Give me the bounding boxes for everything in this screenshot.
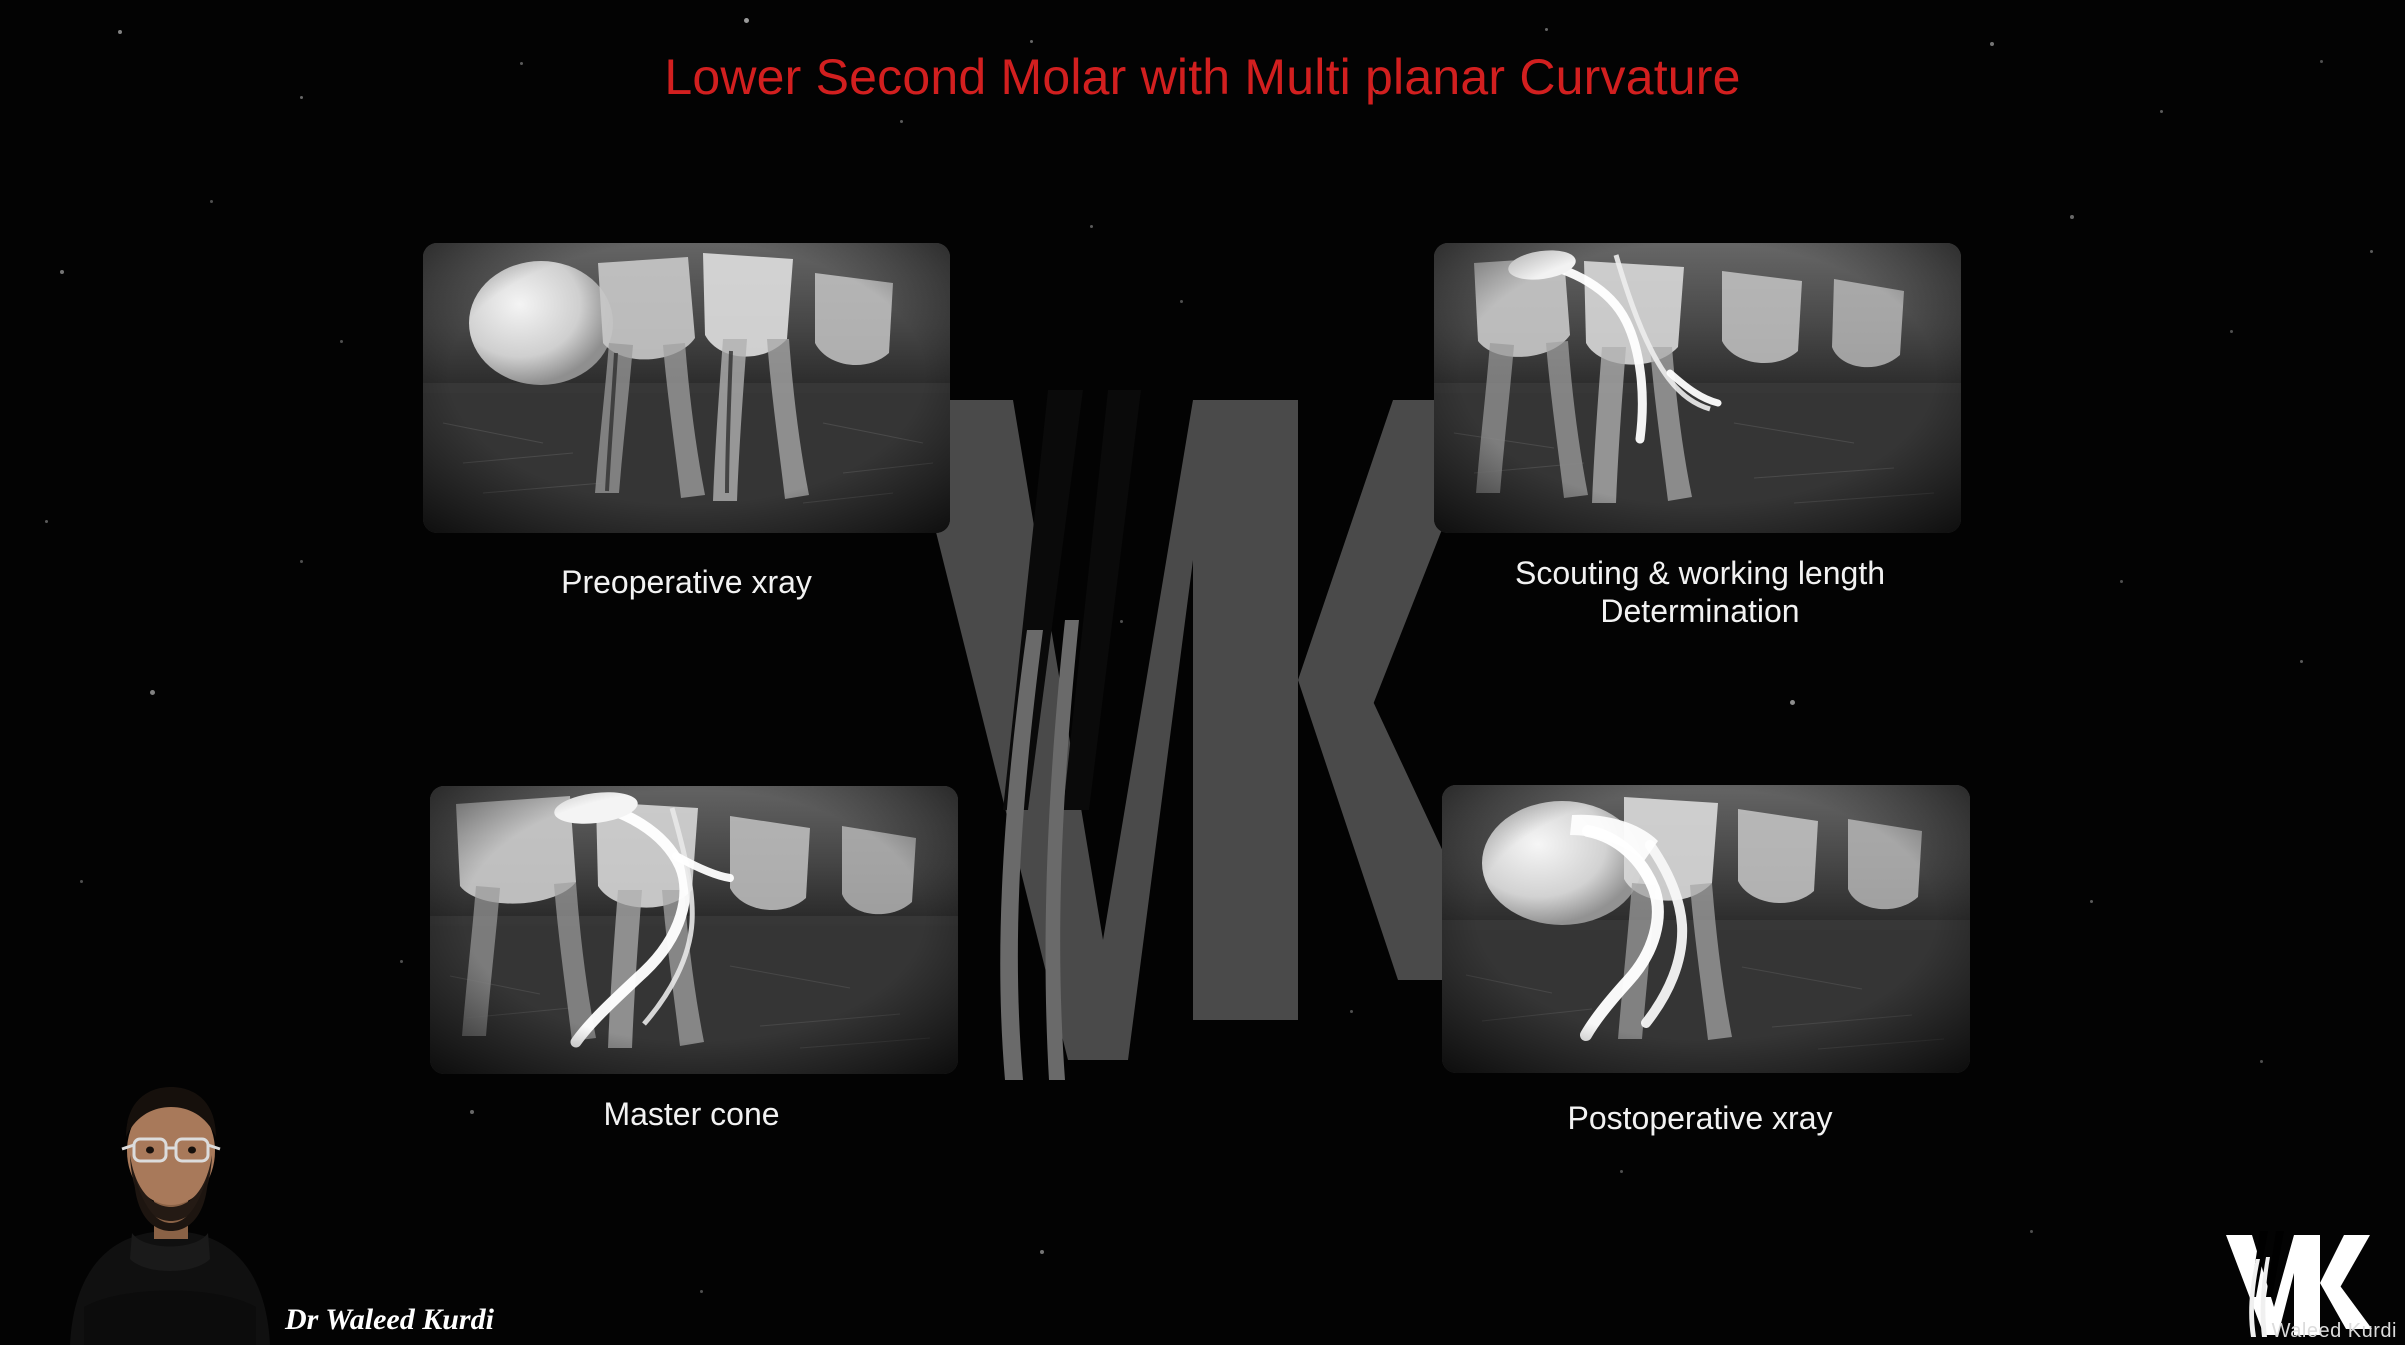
caption-scouting: Scouting & working length Determination (1515, 555, 1885, 629)
xray-card-preoperative[interactable] (423, 243, 950, 533)
caption-postoperative: Postoperative xray (1567, 1100, 1833, 1136)
presenter-name: Dr Waleed Kurdi (285, 1303, 494, 1336)
wk-watermark-logo (893, 380, 1513, 1080)
caption-preoperative: Preoperative xray (561, 564, 812, 600)
xray-card-postoperative[interactable] (1442, 785, 1970, 1073)
periapical-radiograph-scouting-file (1434, 243, 1961, 533)
caption-master-cone: Master cone (603, 1096, 780, 1132)
periapical-radiograph-preoperative (423, 243, 950, 533)
xray-card-master-cone[interactable] (430, 786, 958, 1074)
page-title: Lower Second Molar with Multi planar Curvature (664, 49, 1741, 105)
xray-card-scouting[interactable] (1434, 243, 1961, 533)
periapical-radiograph-postoperative (1442, 785, 1970, 1073)
periapical-radiograph-master-cone (430, 786, 958, 1074)
corner-logo-text: Waleed Kurdi (2271, 1320, 2397, 1342)
presenter-webcam-overlay (60, 1045, 280, 1345)
